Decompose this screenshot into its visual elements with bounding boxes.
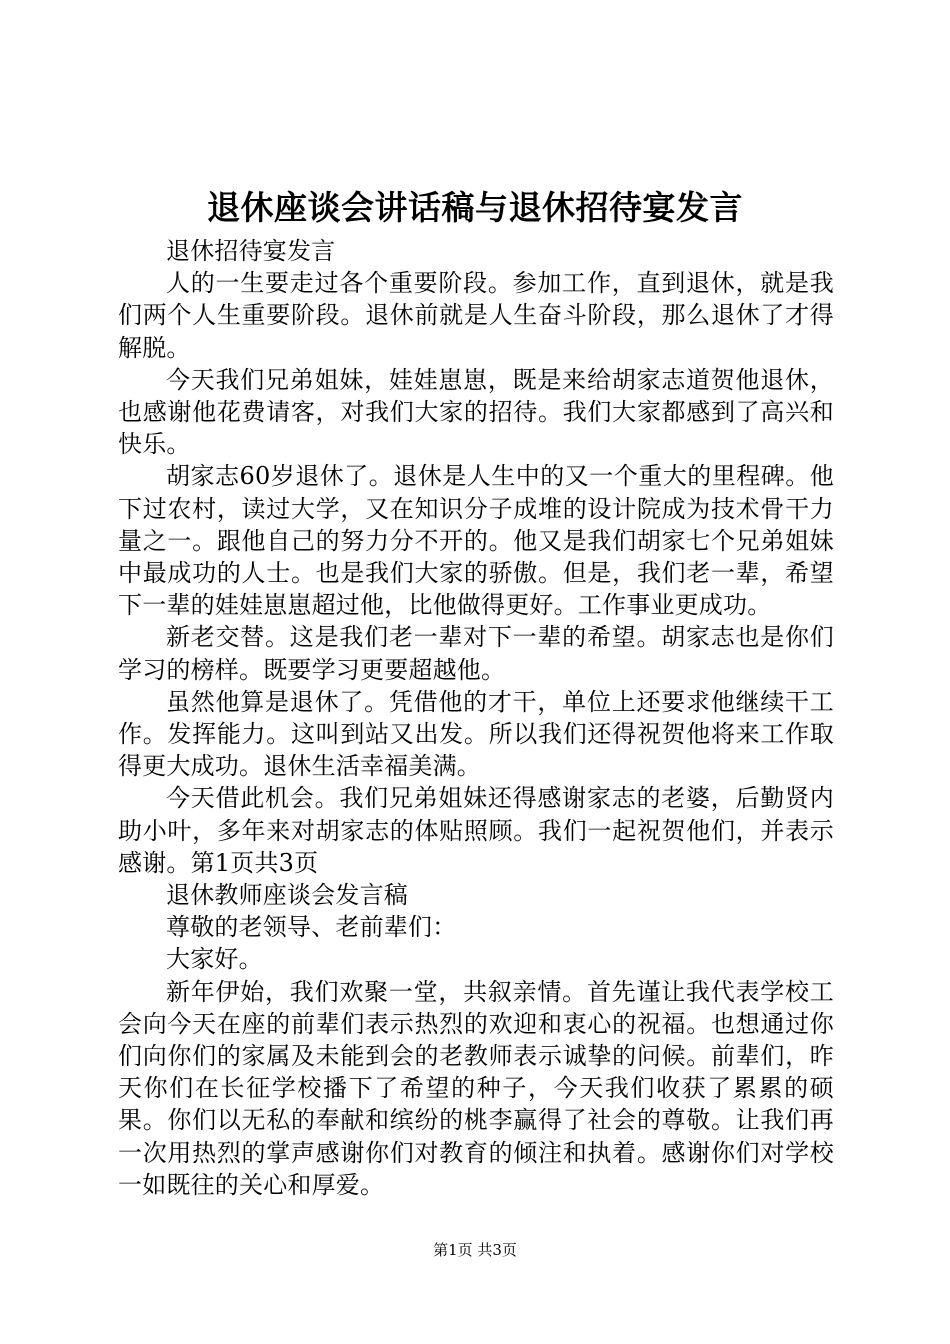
paragraph: 人的一生要走过各个重要阶段。参加工作，直到退休，就是我们两个人生重要阶段。退休前就是人生奋斗阶段，那么退休了才得解脱。 <box>118 269 834 362</box>
paragraph: 今天我们兄弟姐妹，娃娃崽崽，既是来给胡家志道贺他退休，也感谢他花费请客，对我们大家的招待。我们大家都感到了高兴和快乐。 <box>118 365 834 459</box>
paragraph: 新年伊始，我们欢聚一堂，共叙亲情。首先谨让我代表学校工会向今天在座的前辈们表示热烈的欢迎和衷心的祝福。也想通过你们向你们的家属及未能到会的老教师表示诚挚的问候。前辈们，昨天你们在长征学校播下了希望的种子，今天我们收获了累累的硕果。你们以无私的奉献和缤纷的桃李赢得了社会的尊敬。让我们再一次用热烈的掌声感谢你们对教育的倾注和执着。感谢你们对学校一如既往的关心和厚爱。 <box>118 977 834 1199</box>
document-body <box>118 235 834 1201</box>
paragraph: 新老交替。这是我们老一辈对下一辈的希望。胡家志也是你们学习的榜样。既要学习更要超越他。 <box>118 623 834 684</box>
paragraph: 胡家志60岁退休了。退休是人生中的又一个重大的里程碑。他下过农村，读过大学，又在知识分子成堆的设计院成为技术骨干力量之一。跟他自己的努力分不开的。他又是我们胡家七个兄弟姐妹中最成功的人士。也是我们大家的骄傲。但是，我们老一辈，希望下一辈的娃娃崽崽超过他，比他做得更好。工作事业更成功。 <box>118 462 834 620</box>
page-footer: 第1页 共3页 <box>433 1241 517 1259</box>
salutation: 尊敬的老领导、老前辈们： <box>166 913 457 942</box>
greeting: 大家好。 <box>166 945 263 974</box>
paragraph-subheading-1: 退休招待宴发言 <box>166 237 336 265</box>
paragraph: 虽然他算是退休了。凭借他的才干，单位上还要求他继续干工作。发挥能力。这叫到站又出发。所以我们还得祝贺他将来工作取得更大成功。退休生活幸福美满。 <box>118 687 834 781</box>
paragraph-subheading-2: 退休教师座谈会发言稿 <box>166 881 408 910</box>
document-title: 退休座谈会讲话稿与退休招待宴发言 <box>207 188 743 227</box>
paragraph: 今天借此机会。我们兄弟姐妹还得感谢家志的老婆，后勤贤内助小叶，多年来对胡家志的体贴照顾。我们一起祝贺他们，并表示感谢。第1页共3页 <box>118 784 834 877</box>
